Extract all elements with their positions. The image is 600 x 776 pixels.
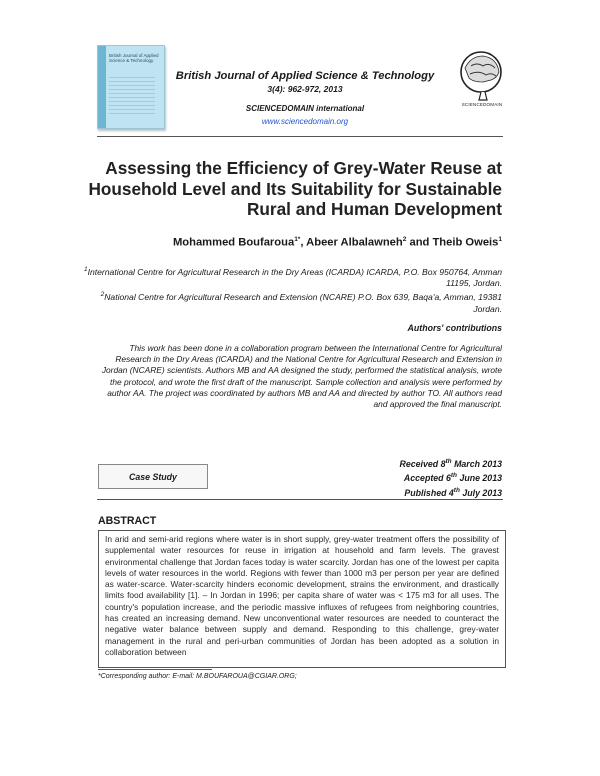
footnote-divider xyxy=(98,669,212,670)
published-date xyxy=(400,485,503,499)
affiliation-item xyxy=(82,264,502,289)
contributions-heading: Authors' contributions xyxy=(407,323,502,333)
author-name: Mohammed Boufaroua xyxy=(172,236,295,249)
published-date-rest: July 2013 xyxy=(459,487,502,498)
abstract-heading: ABSTRACT xyxy=(98,515,157,527)
accepted-date xyxy=(400,470,503,484)
affiliation-text: National Centre for Agricultural Research and Extension (NCARE) P.O. Box 639, Baqa'a, Amman, 19381 Jordan. xyxy=(104,292,502,314)
accepted-date-rest: June 2013 xyxy=(457,473,502,484)
corresponding-author-footnote: *Corresponding author: E-mail: M.BOUFAROUA@CGIAR.ORG; xyxy=(98,673,297,680)
logo-caption: SCIENCEDOMAIN xyxy=(461,102,503,107)
article-type-badge xyxy=(98,464,208,489)
publisher-name: SCIENCEDOMAIN international xyxy=(245,104,365,113)
affiliation-mark: 1 xyxy=(83,266,88,273)
affiliation-text: International Centre for Agricultural Research in the Dry Areas (ICARDA) ICARDA, P.O. Box 950764, Amman 11195, Jordan. xyxy=(87,266,502,289)
author-name: Theib Oweis xyxy=(432,236,499,249)
section-divider xyxy=(97,499,503,500)
affiliations xyxy=(82,264,502,315)
journal-header xyxy=(170,70,440,128)
header-divider xyxy=(97,136,503,137)
abstract-box xyxy=(98,530,506,668)
publisher-logo-icon xyxy=(453,48,511,120)
author-affiliation-mark: 1 xyxy=(498,236,502,243)
cover-spine xyxy=(98,46,106,128)
received-date xyxy=(400,456,503,470)
journal-volume: 3(4): 962-972, 2013 xyxy=(267,84,343,94)
cover-text-lines xyxy=(109,74,155,114)
cover-title: British Journal of Applied Science & Technology xyxy=(109,53,159,63)
article-type-label: Case Study xyxy=(129,471,177,482)
author-name: Abeer Albalawneh xyxy=(306,236,403,249)
author-separator: , xyxy=(300,236,307,249)
received-date-ordinal: th xyxy=(445,458,452,465)
published-date-text: Published 4 xyxy=(404,487,454,498)
received-date-text: Received 8 xyxy=(399,458,446,469)
contributions-text: This work has been done in a collaboration program between the International Centre for Agricultural Research in the Dry Areas (ICARDA) and the National Centre for Agricultural Research and Extension in Jordan (NCARE) scientists. Authors MB and AA designed the study, performed the statistical analysis, wrote the protocol, and wrote the first draft of the manuscript. Sample collection and analysis were performed by author AA. The project was coordinated by authors MB and AA and directed by author TO. All authors read and approved the final manuscript. xyxy=(101,343,502,410)
author-affiliation-mark: 2 xyxy=(402,236,407,243)
affiliation-mark: 2 xyxy=(100,291,105,299)
affiliation-item xyxy=(82,289,502,314)
article-dates xyxy=(400,456,503,499)
article-title: Assessing the Efficiency of Grey-Water Reuse at Household Level and Its Suitability for Sustainable Rural and Human Development xyxy=(88,158,502,219)
author-separator: and xyxy=(406,236,433,249)
author-affiliation-mark: 1* xyxy=(294,236,301,243)
author-list xyxy=(173,236,502,249)
abstract-text: In arid and semi-arid regions where water is in short supply, grey-water treatment offers the possibility of supplemental water resources for reuse in irrigation at household and farm levels. The gravest environmental challenge that Jordan faces today is water scarcity. Jordan has one of the lowest per capita levels of water resources in the world. Regions with fewer than 1000 m3 per person per year are defined as water-scarce. Water-scarcity hinders economic development, strains the environment, and drastically limits food availability [1]. – In Jordan in 1996; per capita share of water was < 175 m3 for all uses. The country's population increase, and the periodic massive influxes of refugees from neighboring countries, has created an increasing demand. New unconventional water resources are needed to counteract the negative water balance between supply and demand. Responding to this challenge, grey-water management in the rural and peri-urban communities of Jordan has been adopted as a solution in collaboration between xyxy=(105,534,499,657)
accepted-date-ordinal: th xyxy=(450,472,457,480)
received-date-rest: March 2013 xyxy=(451,458,502,469)
published-date-ordinal: th xyxy=(453,486,460,494)
journal-name: British Journal of Applied Science & Technology xyxy=(175,70,435,82)
accepted-date-text: Accepted 6 xyxy=(403,473,451,484)
publisher-url[interactable]: www.sciencedomain.org xyxy=(261,117,349,126)
journal-cover-image xyxy=(97,45,165,129)
